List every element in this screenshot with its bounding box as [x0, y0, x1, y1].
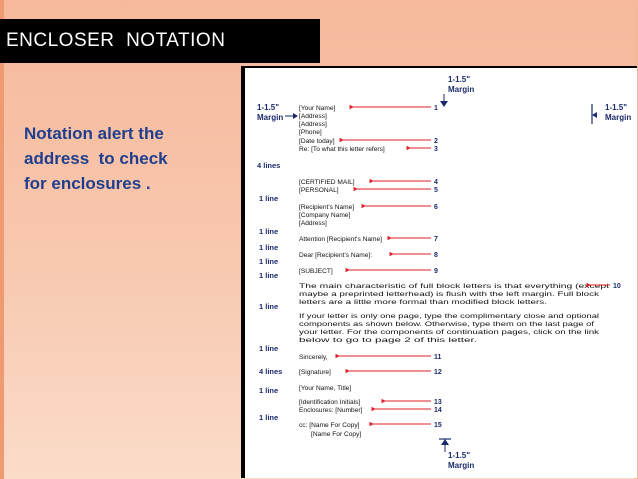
- letter-line: [Your Name]: [299, 105, 336, 112]
- letter-line: maybe a preprinted letterhead) is flush with the left margin. Full block: [299, 291, 601, 298]
- callout-number: 14: [434, 407, 442, 414]
- callout-number: 9: [434, 268, 438, 275]
- margin-left-arrowhead: [293, 113, 298, 119]
- letter-line: [Address]: [299, 220, 327, 227]
- callout-number: 3: [434, 146, 438, 153]
- letter-line: cc: [Name For Copy]: [299, 422, 360, 429]
- margin-top-value: 1-1.5": [448, 75, 471, 84]
- margin-bottom-value: 1-1.5": [448, 451, 471, 460]
- margin-left-label: Margin: [257, 113, 284, 122]
- callout-number: 8: [434, 252, 438, 259]
- margin-right-label: Margin: [605, 113, 632, 122]
- left-accent-bar: [0, 0, 4, 479]
- letter-line: [Address]: [299, 113, 327, 120]
- letter-line: Sincerely,: [299, 354, 328, 361]
- callout-number: 13: [434, 399, 442, 406]
- spacing-label: 4 lines: [257, 161, 281, 170]
- callout-number: 15: [434, 422, 442, 429]
- spacing-label: 1 line: [259, 302, 279, 311]
- slide-body-text: Notation alert the address to check for enclosures .: [24, 124, 168, 193]
- diagram-canvas: [245, 68, 637, 478]
- letter-line: [Name For Copy]: [311, 431, 362, 438]
- spacing-label: 1 line: [259, 194, 279, 203]
- spacing-label: 4 lines: [259, 367, 283, 376]
- margin-right-arrowhead: [592, 112, 597, 118]
- letter-line: [Address]: [299, 121, 327, 128]
- callout-number: 1: [434, 105, 438, 112]
- letter-line: [Recipient's Name]: [299, 204, 355, 211]
- callout-number: 4: [434, 179, 438, 186]
- letter-line: Dear [Recipient's Name]:: [299, 252, 373, 259]
- letter-line: Attention [Recipient's Name]: [299, 236, 382, 243]
- letter-line: [Company Name]: [299, 212, 351, 219]
- spacing-label: 1 line: [259, 386, 279, 395]
- letter-line: [CERTIFIED MAIL]: [299, 179, 355, 186]
- letter-line: [Signature]: [299, 369, 331, 376]
- letter-line: letters are a little more formal than modified block letters.: [299, 299, 548, 306]
- spacing-label: 1 line: [259, 257, 279, 266]
- spacing-label: 1 line: [259, 344, 279, 353]
- letter-line: The main characteristic of full block letters is that everything (except: [299, 283, 610, 290]
- callout-number: 7: [434, 236, 438, 243]
- margin-top-arrowhead: [440, 101, 448, 107]
- callout-number: 5: [434, 187, 438, 194]
- letter-line: Re: [To what this letter refers]: [299, 146, 385, 153]
- callout-number: 12: [434, 369, 442, 376]
- margin-right-value: 1-1.5": [605, 103, 628, 112]
- margin-top-label: Margin: [448, 85, 475, 94]
- callout-number: 6: [434, 204, 438, 211]
- margin-left-value: 1-1.5": [257, 103, 280, 112]
- letter-line: your letter. For the components of continuation pages, click on the link: [299, 329, 601, 336]
- letter-line: [Phone]: [299, 129, 322, 136]
- letter-line: below to go to page 2 of this letter.: [299, 337, 478, 344]
- spacing-label: 1 line: [259, 271, 279, 280]
- margin-bottom-label: Margin: [448, 461, 475, 470]
- letter-line: Enclosures: [Number]: [299, 407, 363, 414]
- callout-number: 2: [434, 138, 438, 145]
- slide-title: ENCLOSER NOTATION: [0, 19, 320, 63]
- spacing-label: 1 line: [259, 413, 279, 422]
- block-letter-diagram: [241, 66, 637, 478]
- letter-line: [Date today]: [299, 138, 335, 145]
- letter-line: [Your Name, Title]: [299, 385, 352, 392]
- spacing-label: 1 line: [259, 243, 279, 252]
- letter-line: If your letter is only one page, type the complimentary close and optional: [299, 313, 600, 320]
- letter-line: [Identification Initials]: [299, 399, 361, 406]
- callout-number: 11: [434, 354, 442, 361]
- letter-line: [PERSONAL]: [299, 187, 339, 194]
- callout-number: 10: [613, 283, 621, 290]
- spacing-label: 1 line: [259, 227, 279, 236]
- letter-line: components as shown below. Otherwise, type them on the last page of: [299, 321, 595, 328]
- letter-line: [SUBJECT]: [299, 268, 333, 275]
